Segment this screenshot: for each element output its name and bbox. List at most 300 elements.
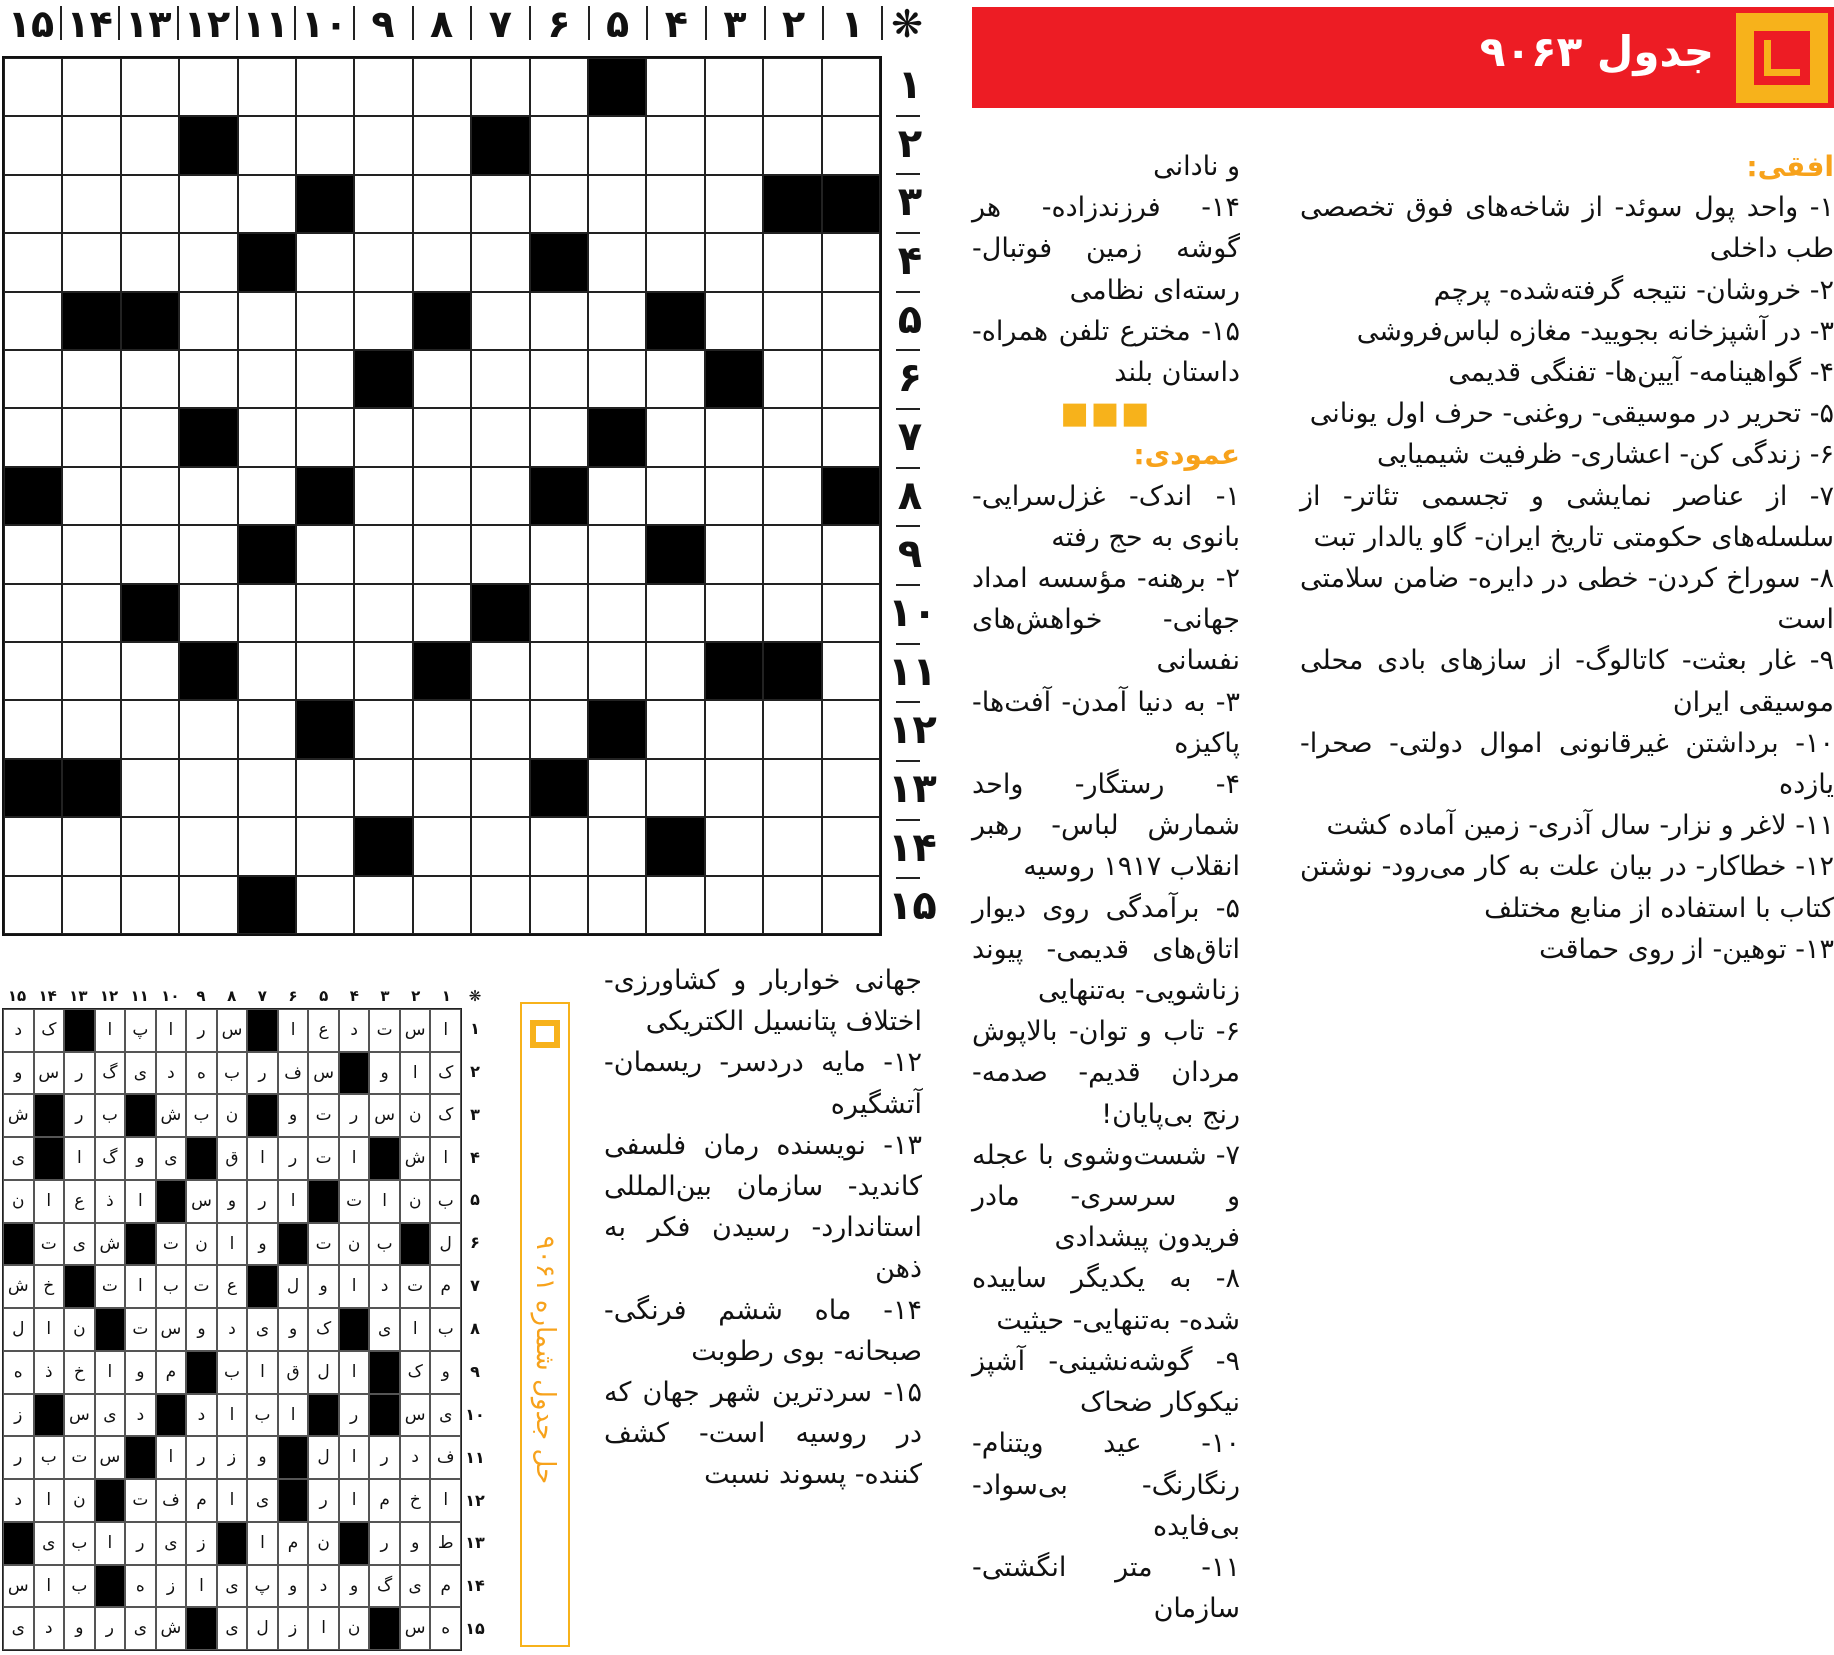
- row-divider: [896, 173, 920, 175]
- solution-black-cell: [95, 1565, 126, 1608]
- grid-cell[interactable]: [121, 759, 179, 817]
- grid-cell[interactable]: [822, 642, 880, 700]
- grid-cell[interactable]: [763, 292, 821, 350]
- column-divider: [118, 6, 120, 40]
- grid-cell[interactable]: [822, 876, 880, 934]
- solution-column-number: ۵: [319, 987, 329, 1005]
- grid-cell[interactable]: [238, 467, 296, 525]
- grid-cell[interactable]: [4, 525, 62, 583]
- grid-cell[interactable]: [238, 292, 296, 350]
- grid-cell[interactable]: [354, 642, 412, 700]
- solution-cell: ی: [247, 1308, 278, 1351]
- solution-cell: ا: [430, 1009, 461, 1052]
- grid-cell[interactable]: [763, 116, 821, 174]
- grid-cell[interactable]: [238, 700, 296, 758]
- solution-row-number: ۷: [470, 1276, 480, 1296]
- solution-cell: ا: [400, 1308, 431, 1351]
- grid-cell[interactable]: [471, 759, 529, 817]
- grid-cell[interactable]: [62, 408, 120, 466]
- grid-cell[interactable]: [354, 467, 412, 525]
- grid-cell[interactable]: [413, 350, 471, 408]
- grid-cell[interactable]: [471, 876, 529, 934]
- grid-cell[interactable]: [530, 525, 588, 583]
- solution-cell: ه: [3, 1351, 34, 1394]
- grid-cell[interactable]: [179, 525, 237, 583]
- grid-cell[interactable]: [413, 876, 471, 934]
- grid-cell[interactable]: [121, 876, 179, 934]
- column-number: ۱۴: [66, 2, 113, 46]
- crossword-grid[interactable]: [2, 56, 882, 936]
- grid-cell[interactable]: [354, 700, 412, 758]
- middle-clues-column: [972, 146, 1240, 1629]
- grid-cell[interactable]: [822, 759, 880, 817]
- grid-cell[interactable]: [471, 700, 529, 758]
- grid-cell[interactable]: [471, 292, 529, 350]
- grid-cell[interactable]: [646, 700, 704, 758]
- grid-cell[interactable]: [121, 116, 179, 174]
- grid-cell[interactable]: [530, 700, 588, 758]
- clue-item: ۱۰- برداشتن غیرقانونی اموال دولتی- صحرا- یازده: [1300, 727, 1834, 801]
- grid-cell[interactable]: [179, 292, 237, 350]
- solution-cell: ا: [400, 1052, 431, 1095]
- solution-cell: ذ: [34, 1351, 65, 1394]
- black-cell: [354, 350, 412, 408]
- solution-cell: س: [400, 1394, 431, 1437]
- solution-column-number: ۱۵: [7, 987, 27, 1005]
- grid-cell[interactable]: [471, 525, 529, 583]
- solution-row-number: ۱۰: [465, 1404, 485, 1424]
- solution-cell: ا: [95, 1351, 126, 1394]
- column-divider: [822, 6, 824, 40]
- solution-cell: ا: [369, 1180, 400, 1223]
- grid-cell[interactable]: [763, 408, 821, 466]
- solution-row-number: ۱۲: [465, 1490, 485, 1510]
- grid-cell[interactable]: [4, 642, 62, 700]
- solution-black-cell: [369, 1394, 400, 1437]
- solution-cell: ط: [430, 1522, 461, 1565]
- grid-cell[interactable]: [471, 642, 529, 700]
- solution-cell: و: [278, 1308, 309, 1351]
- grid-cell[interactable]: [62, 233, 120, 291]
- column-number: ۱: [840, 2, 864, 46]
- grid-cell[interactable]: [238, 116, 296, 174]
- solution-black-cell: [247, 1009, 278, 1052]
- grid-cell[interactable]: [121, 642, 179, 700]
- grid-cell[interactable]: [354, 525, 412, 583]
- grid-cell[interactable]: [646, 350, 704, 408]
- grid-cell[interactable]: [530, 408, 588, 466]
- solution-black-cell: [186, 1607, 217, 1650]
- black-cell: [238, 525, 296, 583]
- grid-cell[interactable]: [179, 233, 237, 291]
- grid-cell[interactable]: [588, 116, 646, 174]
- solution-cell: و: [400, 1522, 431, 1565]
- grid-cell[interactable]: [822, 408, 880, 466]
- grid-cell[interactable]: [471, 175, 529, 233]
- grid-cell[interactable]: [705, 700, 763, 758]
- row-number: ۹: [897, 531, 923, 578]
- grid-cell[interactable]: [179, 817, 237, 875]
- grid-cell[interactable]: [763, 759, 821, 817]
- clue-item: ۱۵- سردترین شهر جهان که در روسیه است- کشف کننده- پسوند نسبت: [604, 1377, 922, 1491]
- grid-cell[interactable]: [413, 759, 471, 817]
- grid-cell[interactable]: [588, 175, 646, 233]
- row-number: ۱۵: [888, 883, 937, 930]
- grid-cell[interactable]: [413, 175, 471, 233]
- grid-cell[interactable]: [62, 58, 120, 116]
- grid-cell[interactable]: [62, 467, 120, 525]
- solution-cell: ن: [64, 1479, 95, 1522]
- solution-cell: ت: [156, 1223, 187, 1266]
- grid-cell[interactable]: [4, 58, 62, 116]
- solution-cell: ا: [430, 1137, 461, 1180]
- solution-black-cell: [125, 1094, 156, 1137]
- grid-cell[interactable]: [822, 116, 880, 174]
- grid-cell[interactable]: [354, 759, 412, 817]
- grid-cell[interactable]: [354, 584, 412, 642]
- grid-cell[interactable]: [179, 175, 237, 233]
- grid-cell[interactable]: [763, 350, 821, 408]
- solution-cell: ا: [64, 1137, 95, 1180]
- grid-cell[interactable]: [763, 58, 821, 116]
- grid-cell[interactable]: [4, 175, 62, 233]
- solution-cell: ب: [34, 1436, 65, 1479]
- black-cell: [530, 233, 588, 291]
- solution-cell: ا: [278, 1180, 309, 1223]
- solution-cell: ر: [186, 1436, 217, 1479]
- grid-cell[interactable]: [62, 175, 120, 233]
- grid-cell[interactable]: [705, 408, 763, 466]
- grid-cell[interactable]: [646, 876, 704, 934]
- grid-cell[interactable]: [62, 642, 120, 700]
- grid-cell[interactable]: [646, 759, 704, 817]
- grid-cell[interactable]: [705, 876, 763, 934]
- grid-cell[interactable]: [413, 233, 471, 291]
- grid-cell[interactable]: [646, 116, 704, 174]
- grid-cell[interactable]: [296, 759, 354, 817]
- grid-cell[interactable]: [763, 876, 821, 934]
- solution-cell: و: [217, 1180, 248, 1223]
- grid-cell[interactable]: [705, 292, 763, 350]
- grid-cell[interactable]: [646, 408, 704, 466]
- grid-cell[interactable]: [588, 350, 646, 408]
- grid-cell[interactable]: [530, 584, 588, 642]
- column-divider: [705, 6, 707, 40]
- grid-cell[interactable]: [705, 584, 763, 642]
- solution-row-number: ۸: [470, 1319, 480, 1339]
- grid-cell[interactable]: [179, 876, 237, 934]
- grid-cell[interactable]: [296, 817, 354, 875]
- black-cell: [646, 292, 704, 350]
- grid-cell[interactable]: [413, 467, 471, 525]
- solution-cell: ل: [308, 1351, 339, 1394]
- grid-cell[interactable]: [4, 584, 62, 642]
- solution-cell: ش: [3, 1094, 34, 1137]
- grid-cell[interactable]: [413, 58, 471, 116]
- grid-cell[interactable]: [121, 175, 179, 233]
- grid-cell[interactable]: [121, 700, 179, 758]
- grid-cell[interactable]: [705, 759, 763, 817]
- grid-cell[interactable]: [4, 233, 62, 291]
- column-divider: [470, 6, 472, 40]
- grid-cell[interactable]: [763, 700, 821, 758]
- grid-cell[interactable]: [822, 817, 880, 875]
- grid-cell[interactable]: [646, 58, 704, 116]
- column-divider: [294, 6, 296, 40]
- grid-cell[interactable]: [763, 233, 821, 291]
- solution-cell: ن: [339, 1607, 370, 1650]
- grid-cell[interactable]: [588, 525, 646, 583]
- grid-cell[interactable]: [471, 58, 529, 116]
- grid-cell[interactable]: [354, 116, 412, 174]
- black-cell: [471, 584, 529, 642]
- grid-cell[interactable]: [705, 817, 763, 875]
- grid-cell[interactable]: [238, 58, 296, 116]
- grid-cell[interactable]: [646, 233, 704, 291]
- grid-cell[interactable]: [588, 584, 646, 642]
- grid-cell[interactable]: [471, 408, 529, 466]
- solution-cell: ف: [430, 1436, 461, 1479]
- grid-cell[interactable]: [822, 58, 880, 116]
- black-cell: [588, 408, 646, 466]
- solution-row-number: ۵: [470, 1190, 480, 1210]
- solution-cell: د: [125, 1394, 156, 1437]
- grid-cell[interactable]: [296, 584, 354, 642]
- grid-cell[interactable]: [822, 233, 880, 291]
- grid-cell[interactable]: [413, 700, 471, 758]
- grid-cell[interactable]: [4, 700, 62, 758]
- black-cell: [413, 292, 471, 350]
- grid-cell[interactable]: [646, 467, 704, 525]
- grid-cell[interactable]: [705, 58, 763, 116]
- grid-cell[interactable]: [705, 233, 763, 291]
- grid-cell[interactable]: [588, 817, 646, 875]
- solution-row-number: ۱: [470, 1019, 480, 1038]
- grid-cell[interactable]: [471, 350, 529, 408]
- grid-cell[interactable]: [705, 467, 763, 525]
- grid-cell[interactable]: [763, 525, 821, 583]
- grid-cell[interactable]: [588, 876, 646, 934]
- solution-cell: ا: [156, 1009, 187, 1052]
- grid-cell[interactable]: [471, 467, 529, 525]
- grid-cell[interactable]: [179, 700, 237, 758]
- grid-cell[interactable]: [413, 116, 471, 174]
- grid-cell[interactable]: [62, 525, 120, 583]
- black-cell: [238, 876, 296, 934]
- grid-cell[interactable]: [530, 58, 588, 116]
- grid-cell[interactable]: [296, 233, 354, 291]
- solution-row-number: ۶: [470, 1233, 480, 1253]
- solution-cell: ر: [369, 1522, 400, 1565]
- grid-cell[interactable]: [238, 408, 296, 466]
- grid-cell[interactable]: [296, 642, 354, 700]
- solution-cell: ن: [64, 1308, 95, 1351]
- grid-cell[interactable]: [763, 817, 821, 875]
- grid-cell[interactable]: [530, 876, 588, 934]
- grid-cell[interactable]: [62, 700, 120, 758]
- grid-cell[interactable]: [646, 642, 704, 700]
- solution-cell: س: [156, 1308, 187, 1351]
- grid-cell[interactable]: [62, 817, 120, 875]
- grid-cell[interactable]: [354, 876, 412, 934]
- grid-cell[interactable]: [822, 292, 880, 350]
- solution-cell: ب: [430, 1308, 461, 1351]
- grid-cell[interactable]: [471, 233, 529, 291]
- solution-cell: ت: [125, 1308, 156, 1351]
- solution-cell: ر: [247, 1052, 278, 1095]
- grid-cell[interactable]: [62, 584, 120, 642]
- grid-cell[interactable]: [413, 817, 471, 875]
- grid-cell[interactable]: [4, 116, 62, 174]
- grid-cell[interactable]: [238, 175, 296, 233]
- grid-cell[interactable]: [413, 525, 471, 583]
- solution-cell: ی: [3, 1607, 34, 1650]
- solution-black-cell: [34, 1394, 65, 1437]
- solution-cell: ش: [156, 1094, 187, 1137]
- grid-cell[interactable]: [296, 116, 354, 174]
- grid-cell[interactable]: [238, 584, 296, 642]
- grid-cell[interactable]: [354, 58, 412, 116]
- column-number: ۴: [664, 2, 688, 46]
- solution-cell: ش: [3, 1265, 34, 1308]
- solution-cell: م: [430, 1565, 461, 1608]
- grid-cell[interactable]: [4, 817, 62, 875]
- solution-cell: د: [339, 1009, 370, 1052]
- grid-cell[interactable]: [121, 58, 179, 116]
- grid-cell[interactable]: [413, 408, 471, 466]
- grid-cell[interactable]: [588, 292, 646, 350]
- solution-cell: د: [369, 1265, 400, 1308]
- solution-cell: د: [3, 1009, 34, 1052]
- solution-cell: گ: [369, 1565, 400, 1608]
- black-cell: [296, 467, 354, 525]
- grid-cell[interactable]: [530, 817, 588, 875]
- grid-cell[interactable]: [179, 759, 237, 817]
- grid-cell[interactable]: [296, 58, 354, 116]
- column-divider: [764, 6, 766, 40]
- solution-black-cell: [156, 1180, 187, 1223]
- grid-cell[interactable]: [62, 876, 120, 934]
- grid-cell[interactable]: [179, 58, 237, 116]
- grid-cell[interactable]: [179, 584, 237, 642]
- solution-cell: و: [247, 1436, 278, 1479]
- solution-cell: ا: [34, 1180, 65, 1223]
- clue-item: ۱۵- مخترع تلفن همراه- داستان بلند: [972, 315, 1240, 389]
- grid-cell[interactable]: [179, 350, 237, 408]
- grid-cell[interactable]: [4, 292, 62, 350]
- grid-cell[interactable]: [296, 408, 354, 466]
- solution-cell: ب: [64, 1522, 95, 1565]
- solution-cell: و: [278, 1094, 309, 1137]
- solution-cell: ل: [278, 1265, 309, 1308]
- solution-cell: د: [34, 1607, 65, 1650]
- grid-cell[interactable]: [354, 292, 412, 350]
- column-divider: [236, 6, 238, 40]
- puzzle-title: جدول ۹۰۶۳: [1479, 27, 1714, 76]
- grid-cell[interactable]: [121, 408, 179, 466]
- solution-cell: ش: [400, 1137, 431, 1180]
- grid-cell[interactable]: [121, 817, 179, 875]
- grid-cell[interactable]: [588, 642, 646, 700]
- grid-cell[interactable]: [705, 116, 763, 174]
- grid-cell[interactable]: [121, 350, 179, 408]
- section-separator: ■■■: [1060, 396, 1152, 432]
- logo-icon: [1736, 13, 1828, 103]
- grid-cell[interactable]: [354, 408, 412, 466]
- solution-row-number: ۱۵: [465, 1619, 485, 1639]
- grid-cell[interactable]: [121, 467, 179, 525]
- grid-cell[interactable]: [296, 350, 354, 408]
- grid-cell[interactable]: [238, 759, 296, 817]
- grid-cell[interactable]: [763, 467, 821, 525]
- row-divider: [896, 467, 920, 469]
- grid-cell[interactable]: [646, 584, 704, 642]
- grid-cell[interactable]: [588, 467, 646, 525]
- grid-cell[interactable]: [4, 350, 62, 408]
- grid-cell[interactable]: [354, 233, 412, 291]
- clue-item: ۱- اندک- غزل‌سرایی- بانوی به حج رفته: [972, 480, 1240, 553]
- solution-grid: [2, 1008, 462, 1651]
- solution-cell: ک: [308, 1308, 339, 1351]
- solution-column-number: ۳: [380, 987, 390, 1005]
- solution-cell: ک: [34, 1009, 65, 1052]
- grid-cell[interactable]: [179, 467, 237, 525]
- grid-cell[interactable]: [705, 525, 763, 583]
- solution-black-cell: [369, 1137, 400, 1180]
- grid-cell[interactable]: [588, 759, 646, 817]
- grid-cell[interactable]: [530, 116, 588, 174]
- solution-cell: ا: [278, 1009, 309, 1052]
- solution-cell: و: [125, 1137, 156, 1180]
- grid-cell[interactable]: [646, 175, 704, 233]
- grid-cell[interactable]: [588, 233, 646, 291]
- grid-cell[interactable]: [763, 584, 821, 642]
- grid-cell[interactable]: [62, 116, 120, 174]
- grid-cell[interactable]: [4, 876, 62, 934]
- solution-cell: ذ: [95, 1180, 126, 1223]
- solution-cell: ک: [430, 1094, 461, 1137]
- solution-cell: ب: [186, 1094, 217, 1137]
- grid-cell[interactable]: [413, 584, 471, 642]
- grid-cell[interactable]: [238, 817, 296, 875]
- grid-cell[interactable]: [530, 175, 588, 233]
- grid-cell[interactable]: [822, 700, 880, 758]
- grid-cell[interactable]: [530, 642, 588, 700]
- grid-cell[interactable]: [121, 233, 179, 291]
- solution-column-number: ۱۱: [130, 987, 149, 1005]
- grid-cell[interactable]: [296, 525, 354, 583]
- clue-item: ۹- غار بعثت- کاتالوگ- از سازهای بادی محلی موسیقی ایران: [1300, 645, 1834, 718]
- grid-cell[interactable]: [822, 525, 880, 583]
- grid-cell[interactable]: [62, 350, 120, 408]
- grid-cell[interactable]: [822, 584, 880, 642]
- grid-cell[interactable]: [705, 175, 763, 233]
- solution-cell: س: [3, 1565, 34, 1608]
- grid-cell[interactable]: [530, 350, 588, 408]
- grid-cell[interactable]: [238, 350, 296, 408]
- grid-cell[interactable]: [822, 350, 880, 408]
- solution-cell: ا: [339, 1265, 370, 1308]
- grid-cell[interactable]: [296, 876, 354, 934]
- grid-cell[interactable]: [296, 292, 354, 350]
- grid-cell[interactable]: [238, 642, 296, 700]
- grid-cell[interactable]: [530, 292, 588, 350]
- grid-cell[interactable]: [4, 408, 62, 466]
- black-cell: [530, 759, 588, 817]
- grid-cell[interactable]: [121, 525, 179, 583]
- grid-cell[interactable]: [471, 817, 529, 875]
- grid-cell[interactable]: [354, 175, 412, 233]
